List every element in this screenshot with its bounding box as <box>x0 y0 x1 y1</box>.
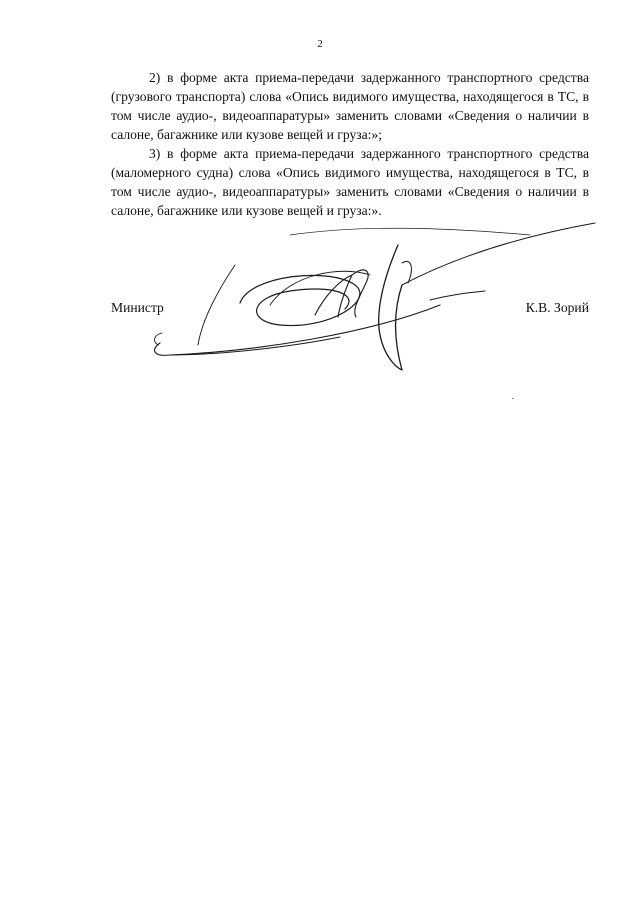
signatory-name: К.В. Зорий <box>525 300 589 315</box>
page-number: 2 <box>317 38 323 50</box>
paragraph-item-3: 3) в форме акта приема-передачи задержанного транспортного средства (маломерного судна) слова «Опись видимого имущества, находящегося в ТС, в том числе аудио-, видеоаппаратуры» заменить словами «Сведения о наличии в салоне, багажнике или кузове вещей и груза:». <box>111 146 589 218</box>
scan-speck <box>512 398 514 399</box>
handwritten-signature-icon <box>140 205 610 385</box>
document-body <box>111 68 589 220</box>
paragraph-item-2: 2) в форме акта приема-передачи задержанного транспортного средства (грузового транспорта) слова «Опись видимого имущества, находящегося в ТС, в том числе аудио-, видеоаппаратуры» заменить словами «Сведения о наличии в салоне, багажнике или кузове вещей и груза:»; <box>111 70 589 142</box>
signatory-title: Министр <box>111 300 164 315</box>
